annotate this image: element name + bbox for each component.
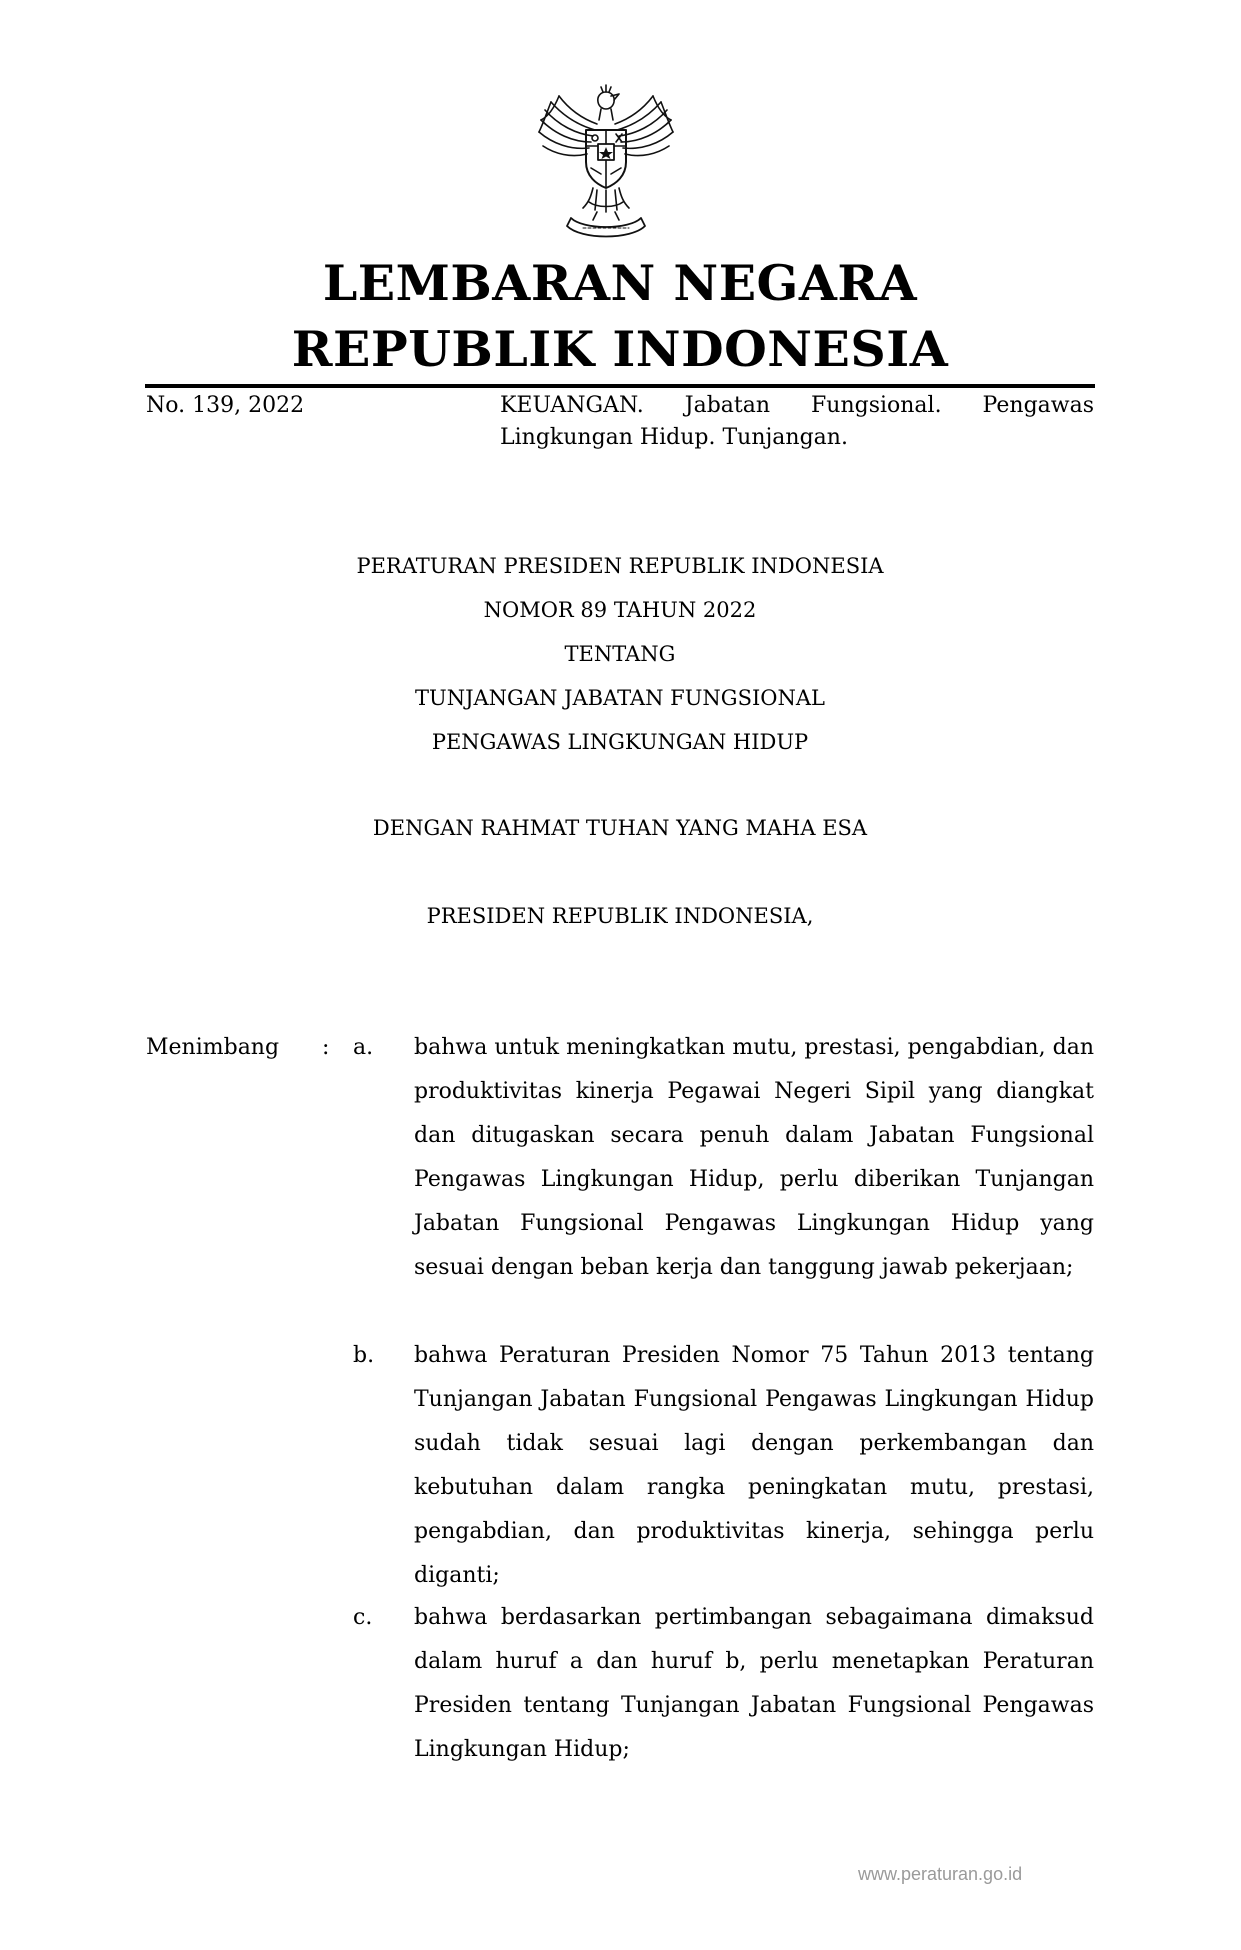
item-letter: c. bbox=[353, 1605, 373, 1630]
gazette-number: No. 139, 2022 bbox=[146, 393, 305, 418]
gazette-title-line1: LEMBARAN NEGARA bbox=[322, 254, 918, 312]
item-text: bahwa untuk meningkatkan mutu, prestasi, pengabdian, dan produktivitas kinerja Pegawai Negeri Sipil yang diangkat dan ditugaskan secara penuh dalam Jabatan Fungsional Pengawas Lingkungan Hidup, perlu diberikan Tunjangan Jabatan Fungsional Pengawas Lingkungan Hidup yang sesuai dengan beban kerja dan tanggung jawab pekerjaan; bbox=[414, 1035, 1094, 1280]
item-letter: b. bbox=[353, 1343, 375, 1368]
title-line: TENTANG bbox=[564, 642, 676, 666]
title-line: PENGAWAS LINGKUNGAN HIDUP bbox=[431, 730, 809, 754]
considering-colon: : bbox=[322, 1035, 330, 1060]
item-text: bahwa Peraturan Presiden Nomor 75 Tahun 2013 tentang Tunjangan Jabatan Fungsional Pengawas Lingkungan Hidup sudah tidak sesuai lagi dengan perkembangan dan kebutuhan dalam rangka peningkatan mutu, prestasi, pengabdian, dan produktivitas kinerja, sehingga perlu diganti; bbox=[414, 1343, 1094, 1588]
gazette-topic: KEUANGAN. Jabatan Fungsional. Pengawas Lingkungan Hidup. Tunjangan. bbox=[500, 393, 1094, 450]
header-divider bbox=[145, 384, 1095, 388]
title-line: NOMOR 89 TAHUN 2022 bbox=[483, 598, 757, 622]
gazette-title-line2: REPUBLIK INDONESIA bbox=[291, 320, 949, 378]
garuda-emblem-icon bbox=[531, 84, 681, 242]
considering-label: Menimbang bbox=[146, 1035, 280, 1060]
item-text: bahwa berdasarkan pertimbangan sebagaimana dimaksud dalam huruf a dan huruf b, perlu menetapkan Peraturan Presiden tentang Tunjangan Jabatan Fungsional Pengawas Lingkungan Hidup; bbox=[414, 1605, 1094, 1762]
title-line: PERATURAN PRESIDEN REPUBLIK INDONESIA bbox=[356, 554, 884, 578]
title-line: TUNJANGAN JABATAN FUNGSIONAL bbox=[415, 686, 825, 710]
blessing-line: DENGAN RAHMAT TUHAN YANG MAHA ESA bbox=[372, 816, 868, 840]
issuer-line: PRESIDEN REPUBLIK INDONESIA, bbox=[426, 904, 814, 928]
item-letter: a. bbox=[353, 1035, 374, 1060]
regulation-title bbox=[145, 544, 1095, 764]
footer-website-link[interactable]: www.peraturan.go.id bbox=[858, 1864, 1023, 1884]
